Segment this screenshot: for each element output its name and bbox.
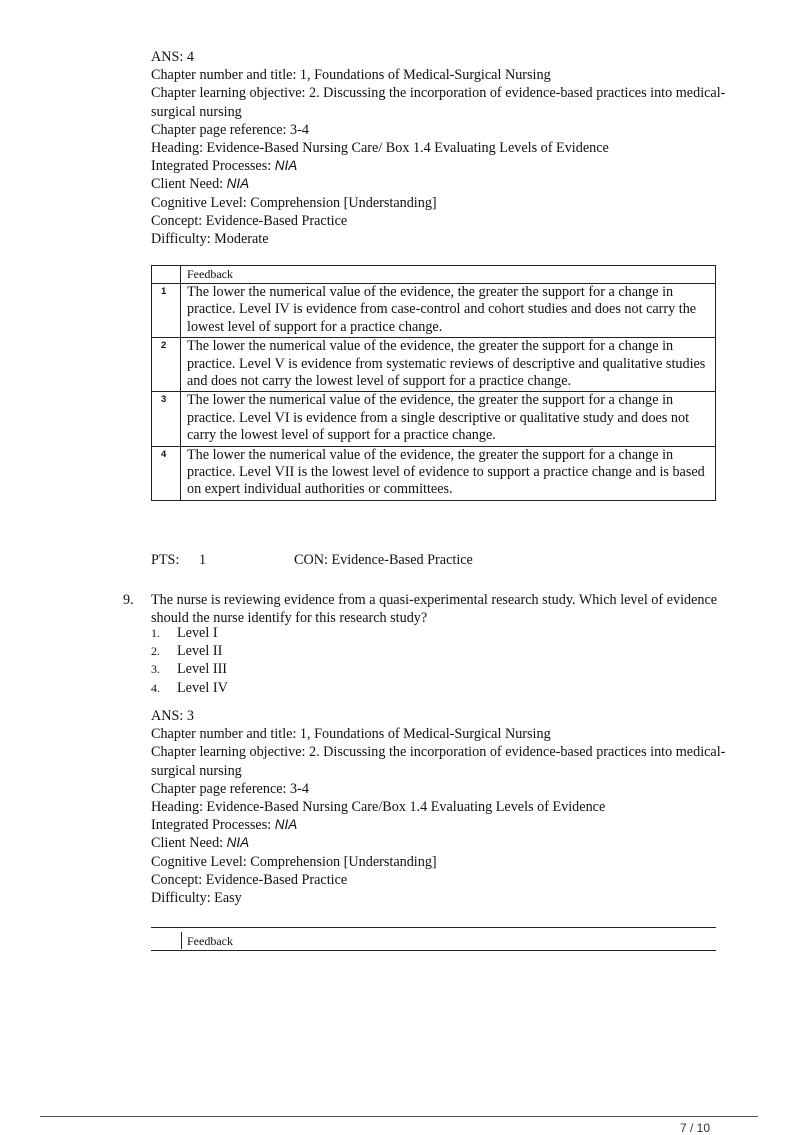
q9-integrated-processes: Integrated Processes: NIA	[151, 817, 298, 834]
feedback-number: 3	[152, 392, 181, 446]
feedback-header: Feedback	[187, 934, 233, 948]
feedback-text: The lower the numerical value of the evidence, the greater the support for a change in practice. Level IV is evidence from case-control and cohort studies and does not carry the lowest level of support for a practice change.	[181, 284, 716, 338]
option-text: Level IV	[177, 679, 228, 696]
q9-client-value: NIA	[226, 835, 250, 851]
feedback-text: The lower the numerical value of the evidence, the greater the support for a change in practice. Level VII is the lowest level of evidence to support a practice change and is based on expert individual authorities or committees.	[181, 446, 716, 500]
feedback-row-3	[152, 392, 716, 446]
feedback-row-4	[152, 446, 716, 500]
option-number: 4.	[151, 680, 160, 695]
q9-page-reference: Chapter page reference: 3-4	[151, 780, 309, 797]
question-number: 9.	[123, 592, 134, 608]
question-9	[123, 591, 743, 627]
feedback-header-empty-cell	[152, 266, 181, 284]
q9-heading: Heading: Evidence-Based Nursing Care/Box 1.4 Evaluating Levels of Evidence	[151, 799, 606, 816]
q9-integrated-value: NIA	[274, 817, 298, 833]
q9-client-need: Client Need: NIA	[151, 835, 250, 852]
q8-page-reference: Chapter page reference: 3-4	[151, 121, 309, 138]
option-1	[151, 624, 228, 642]
q9-concept: Concept: Evidence-Based Practice	[151, 871, 348, 888]
feedback-text: The lower the numerical value of the evidence, the greater the support for a change in practice. Level V is evidence from systematic reviews of descriptive and qualitative studies and does not carry the lowest level of support for a practice change.	[181, 338, 716, 392]
q9-answer: ANS: 3	[151, 708, 194, 724]
feedback-header-row	[152, 266, 716, 284]
feedback-text: The lower the numerical value of the evidence, the greater the support for a change in practice. Level VI is evidence from a single descriptive or qualitative study and does not carry the lowest level of support for a practice change.	[181, 392, 716, 446]
option-text: Level III	[177, 661, 228, 678]
feedback-row-1	[152, 284, 716, 338]
feedback-number: 1	[152, 284, 181, 338]
q9-difficulty: Difficulty: Easy	[151, 890, 242, 907]
q8-client-need: Client Need: NIA	[151, 176, 250, 193]
q9-answer-metadata	[151, 707, 741, 907]
q8-concept: Concept: Evidence-Based Practice	[151, 212, 348, 229]
q8-answer: ANS: 4	[151, 49, 194, 65]
q9-objective: Chapter learning objective: 2. Discussing the incorporation of evidence-based practices into medical-surgical nursing	[151, 744, 726, 779]
q8-objective: Chapter learning objective: 2. Discussing the incorporation of evidence-based practices into medical-surgical nursing	[151, 85, 726, 120]
q9-feedback-table	[151, 927, 716, 951]
q9-options-list	[151, 624, 228, 697]
q8-feedback-table	[151, 265, 716, 501]
option-number: 2.	[151, 644, 160, 659]
feedback-number: 4	[152, 446, 181, 500]
q8-answer-metadata	[151, 48, 741, 248]
q9-chapter: Chapter number and title: 1, Foundations of Medical-Surgical Nursing	[151, 726, 551, 743]
option-2	[151, 642, 228, 660]
q9-cognitive-level: Cognitive Level: Comprehension [Understanding]	[151, 853, 437, 870]
q8-client-value: NIA	[226, 176, 250, 192]
option-3	[151, 660, 228, 678]
page-number: 7 / 10	[680, 1121, 711, 1135]
q8-chapter: Chapter number and title: 1, Foundations of Medical-Surgical Nursing	[151, 67, 551, 84]
q8-heading: Heading: Evidence-Based Nursing Care/ Box 1.4 Evaluating Levels of Evidence	[151, 140, 609, 157]
q8-integrated-value: NIA	[274, 158, 298, 174]
feedback-header: Feedback	[181, 266, 716, 284]
option-text: Level I	[177, 625, 218, 641]
feedback-column-divider	[181, 932, 182, 949]
q8-integrated-processes: Integrated Processes: NIA	[151, 158, 298, 175]
option-text: Level II	[177, 643, 223, 660]
points-label: PTS:	[151, 552, 180, 568]
points-value: 1	[199, 552, 207, 568]
q8-cognitive-level: Cognitive Level: Comprehension [Understanding]	[151, 194, 437, 211]
option-number: 3.	[151, 662, 160, 677]
concept-tag: CON: Evidence-Based Practice	[294, 552, 473, 568]
footer-rule	[40, 1116, 758, 1117]
q8-difficulty: Difficulty: Moderate	[151, 231, 269, 248]
feedback-row-2	[152, 338, 716, 392]
option-4	[151, 679, 228, 697]
option-number: 1.	[151, 626, 160, 640]
question-text: The nurse is reviewing evidence from a quasi-experimental research study. Which level of evidence should the nurse identify for this research study?	[151, 592, 718, 627]
feedback-number: 2	[152, 338, 181, 392]
